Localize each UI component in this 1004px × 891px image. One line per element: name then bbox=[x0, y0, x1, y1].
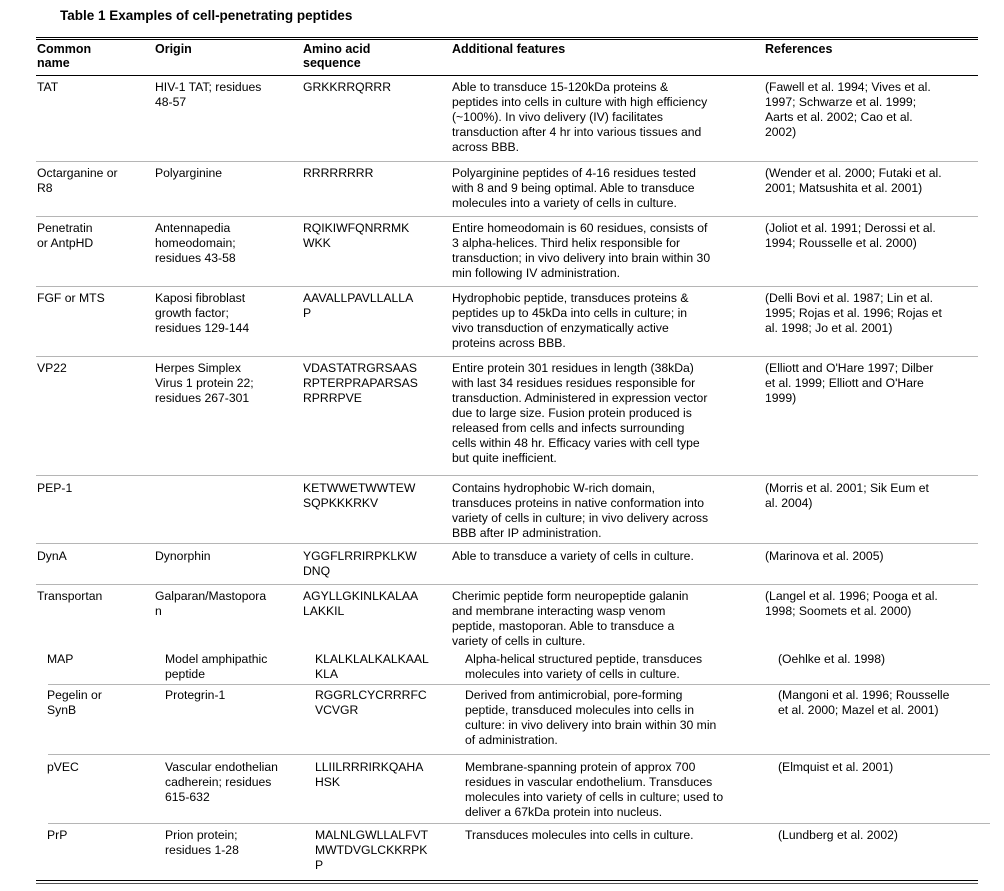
row-penetratin-origin: Antennapedia homeodomain; residues 43-58 bbox=[155, 221, 236, 265]
row-pvec-features: Membrane-spanning protein of approx 700 residues in vascular endothelium. Transduces molecules into variety of cells in culture; used to deliver a 67kDa protein into nucleus. bbox=[465, 760, 724, 819]
row-prp-features: Transduces molecules into cells in culture. bbox=[465, 828, 694, 842]
row-fgf-features: Hydrophobic peptide, transduces proteins & peptides up to 45kDa into cells in culture; in vivo transduction of enzymatically active proteins across BBB. bbox=[452, 291, 689, 350]
row-fgf-origin: Kaposi fibroblast growth factor; residues 129-144 bbox=[155, 291, 250, 335]
row-pvec-name: pVEC bbox=[47, 760, 79, 774]
row-pep1-features: Contains hydrophobic W-rich domain, transduces proteins in native conformation into variety of cells in culture; in vivo delivery across BBB after IP administration. bbox=[452, 481, 709, 540]
row-prp-references: (Lundberg et al. 2002) bbox=[778, 828, 898, 842]
row-dyna-name: DynA bbox=[37, 549, 67, 563]
row-pegelin-references: (Mangoni et al. 1996; Rousselle et al. 2000; Mazel et al. 2001) bbox=[778, 688, 950, 717]
row-map-origin: Model amphipathic peptide bbox=[165, 652, 268, 681]
row-tat-sequence: GRKKRRQRRR bbox=[303, 80, 392, 94]
row-dyna-references: (Marinova et al. 2005) bbox=[765, 549, 884, 563]
row-map-features: Alpha-helical structured peptide, transduces molecules into variety of cells in culture. bbox=[465, 652, 703, 681]
row-r8-references: (Wender et al. 2000; Futaki et al. 2001; Matsushita et al. 2001) bbox=[765, 166, 942, 195]
row-pegelin-origin: Protegrin-1 bbox=[165, 688, 226, 702]
row-divider bbox=[36, 584, 978, 585]
row-map-references: (Oehlke et al. 1998) bbox=[778, 652, 886, 666]
row-transportan-features: Cherimic peptide form neuropeptide galanin and membrane interacting wasp venom peptide, mastoporan. Able to transduce a variety of cells in culture. bbox=[452, 589, 689, 648]
row-divider bbox=[36, 356, 978, 357]
row-pep1-name: PEP-1 bbox=[37, 481, 73, 495]
row-map-name: MAP bbox=[47, 652, 74, 666]
row-pegelin-features: Derived from antimicrobial, pore-forming peptide, transduced molecules into cells in culture: in vivo delivery into brain within 30 min of administration. bbox=[465, 688, 717, 747]
row-r8-sequence: RRRRRRRR bbox=[303, 166, 374, 180]
table-bottom-rule bbox=[36, 880, 978, 881]
row-pep1-sequence: KETWWETWWTEW SQPKKKRKV bbox=[303, 481, 416, 510]
row-tat-features: Able to transduce 15-120kDa proteins & peptides into cells in culture with high efficiency (~100%). In vivo delivery (IV) facilitates transduction after 4 hr into various tissues and across BBB. bbox=[452, 80, 708, 154]
row-pep1-references: (Morris et al. 2001; Sik Eum et al. 2004) bbox=[765, 481, 929, 510]
row-dyna-origin: Dynorphin bbox=[155, 549, 211, 563]
row-pvec-sequence: LLIILRRRIRKQAHA HSK bbox=[315, 760, 424, 789]
row-penetratin-features: Entire homeodomain is 60 residues, consists of 3 alpha-helices. Third helix responsible for transduction; in vivo delivery into brain within 30 min following IV administration. bbox=[452, 221, 711, 280]
table-top-rule-inner bbox=[36, 39, 978, 40]
row-penetratin-references: (Joliot et al. 1991; Derossi et al. 1994; Rousselle et al. 2000) bbox=[765, 221, 936, 250]
row-penetratin-name: Penetratin or AntpHD bbox=[37, 221, 94, 250]
row-pvec-references: (Elmquist et al. 2001) bbox=[778, 760, 894, 774]
row-vp22-references: (Elliott and O'Hare 1997; Dilber et al. 1999; Elliott and O'Hare 1999) bbox=[765, 361, 934, 405]
header-origin: Origin bbox=[155, 42, 192, 56]
row-divider bbox=[48, 754, 990, 755]
row-transportan-name: Transportan bbox=[37, 589, 103, 603]
row-r8-name: Octarganine or R8 bbox=[37, 166, 118, 195]
row-vp22-features: Entire protein 301 residues in length (38kDa) with last 34 residues residues responsible for transduction. Administered in expression vector due to large size. Fusion protein produced is released from cells and infects surrounding cells within 48 hr. Efficacy varies with cell type but quite inefficient. bbox=[452, 361, 708, 465]
row-vp22-origin: Herpes Simplex Virus 1 protein 22; residues 267-301 bbox=[155, 361, 254, 405]
header-sequence: Amino acid sequence bbox=[303, 42, 371, 70]
row-tat-references: (Fawell et al. 1994; Vives et al. 1997; Schwarze et al. 1999; Aarts et al. 2002; Cao et al. 2002) bbox=[765, 80, 931, 139]
row-r8-features: Polyarginine peptides of 4-16 residues tested with 8 and 9 being optimal. Able to transduce molecules into a variety of cells in culture. bbox=[452, 166, 696, 210]
row-divider bbox=[36, 543, 978, 544]
row-dyna-sequence: YGGFLRRIRPKLKW DNQ bbox=[303, 549, 417, 578]
header-features: Additional features bbox=[452, 42, 566, 56]
row-vp22-sequence: VDASTATRGRSAAS RPTERPRAPARSAS RPRRPVE bbox=[303, 361, 418, 405]
table-caption: Table 1 Examples of cell-penetrating peptides bbox=[60, 8, 353, 23]
table-top-rule bbox=[36, 37, 978, 38]
row-fgf-references: (Delli Bovi et al. 1987; Lin et al. 1995; Rojas et al. 1996; Rojas et al. 1998; Jo et al. 2001) bbox=[765, 291, 942, 335]
table-bottom-rule-outer bbox=[36, 883, 978, 884]
header-references: References bbox=[765, 42, 833, 56]
row-fgf-name: FGF or MTS bbox=[37, 291, 105, 305]
row-vp22-name: VP22 bbox=[37, 361, 67, 375]
row-dyna-features: Able to transduce a variety of cells in culture. bbox=[452, 549, 694, 563]
row-prp-name: PrP bbox=[47, 828, 68, 842]
row-fgf-sequence: AAVALLPAVLLALLA P bbox=[303, 291, 414, 320]
row-tat-origin: HIV-1 TAT; residues 48-57 bbox=[155, 80, 262, 109]
row-tat-name: TAT bbox=[37, 80, 59, 94]
row-pvec-origin: Vascular endothelian cadherein; residues 615-632 bbox=[165, 760, 278, 804]
row-penetratin-sequence: RQIKIWFQNRRMK WKK bbox=[303, 221, 410, 250]
row-divider bbox=[36, 475, 978, 476]
header-common-name: Common name bbox=[37, 42, 92, 70]
row-prp-sequence: MALNLGWLLALFVT MWTDVGLCKKRPK P bbox=[315, 828, 429, 872]
row-prp-origin: Prion protein; residues 1-28 bbox=[165, 828, 239, 857]
row-r8-origin: Polyarginine bbox=[155, 166, 223, 180]
row-divider bbox=[48, 684, 990, 685]
row-divider bbox=[36, 286, 978, 287]
row-divider bbox=[36, 216, 978, 217]
header-rule bbox=[36, 75, 978, 76]
row-transportan-origin: Galparan/Mastopora n bbox=[155, 589, 267, 618]
row-divider bbox=[48, 823, 990, 824]
row-pegelin-sequence: RGGRLCYCRRRFC VCVGR bbox=[315, 688, 427, 717]
row-divider bbox=[36, 161, 978, 162]
row-pegelin-name: Pegelin or SynB bbox=[47, 688, 102, 717]
row-map-sequence: KLALKLALKALKAAL KLA bbox=[315, 652, 429, 681]
row-transportan-references: (Langel et al. 1996; Pooga et al. 1998; Soomets et al. 2000) bbox=[765, 589, 938, 618]
row-transportan-sequence: AGYLLGKINLKALAA LAKKIL bbox=[303, 589, 419, 618]
